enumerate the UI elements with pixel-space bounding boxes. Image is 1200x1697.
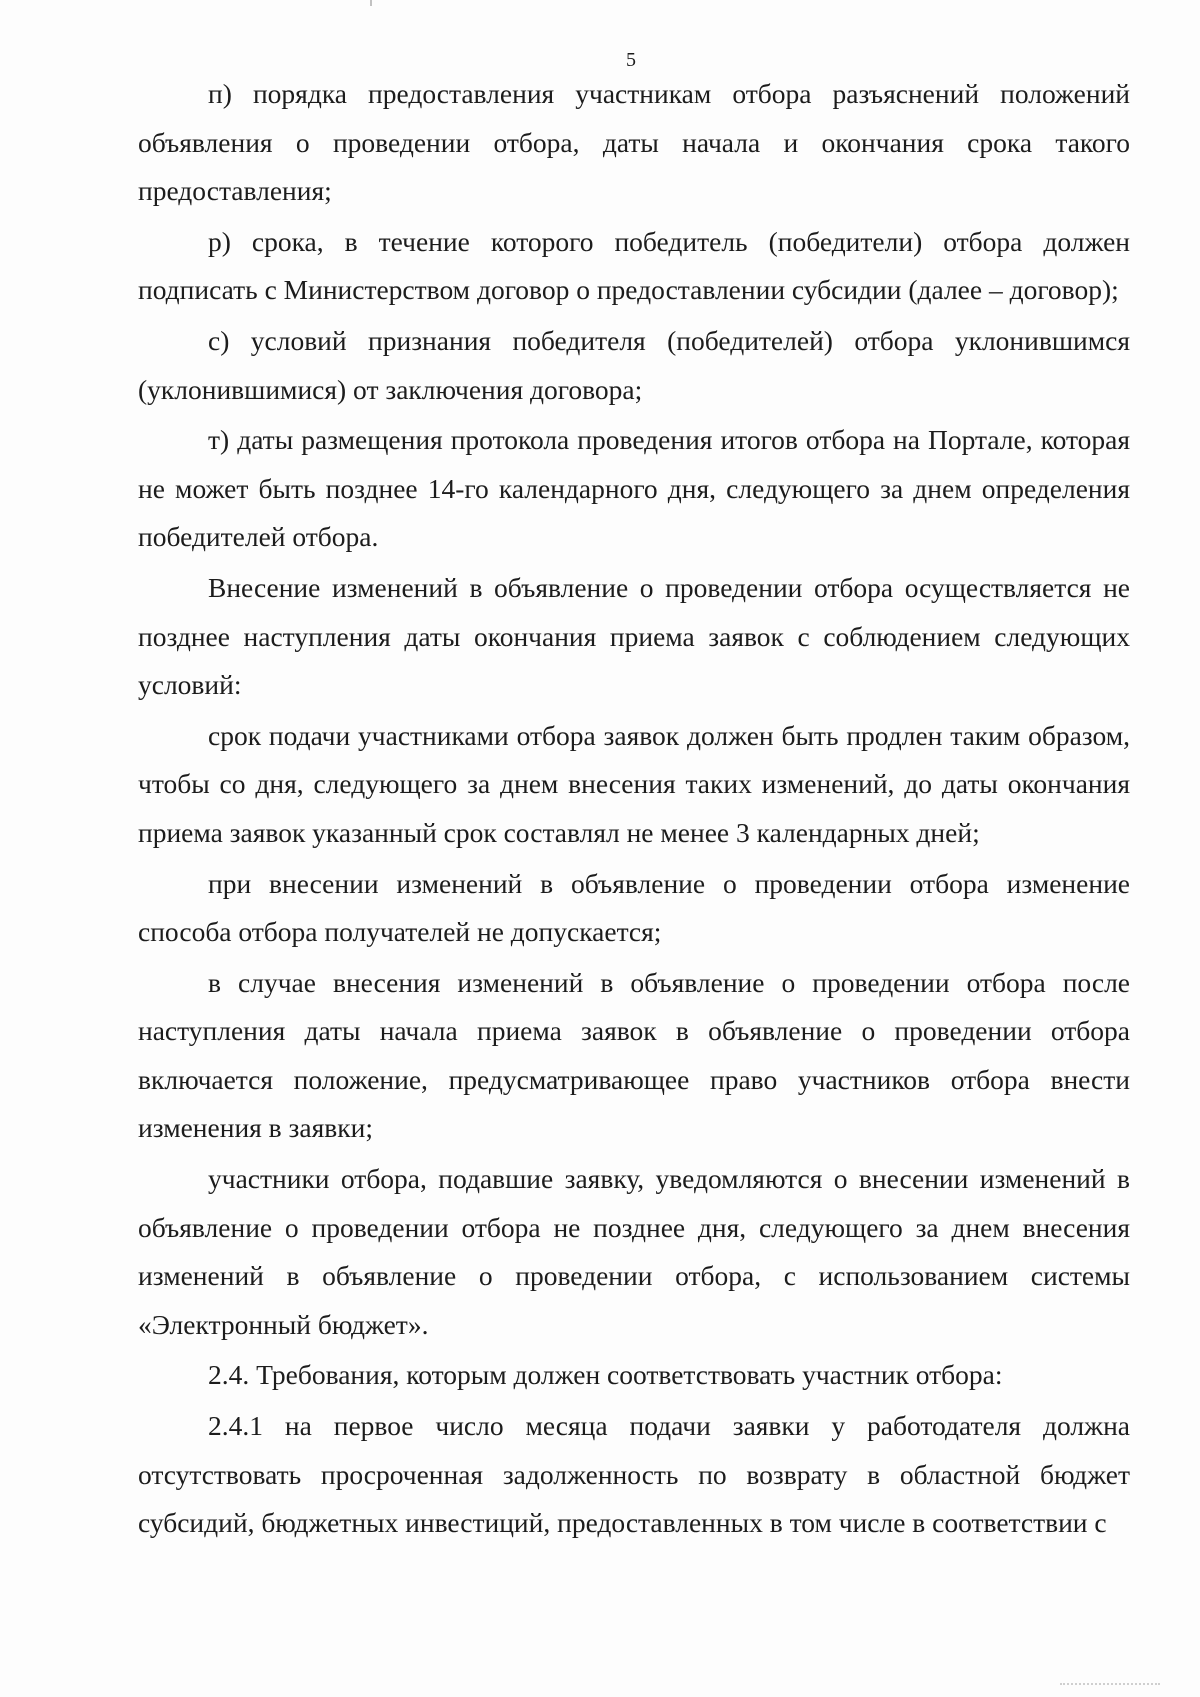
paragraph-application-changes: в случае внесения изменений в объявление о проведении отбора после наступления даты начала приема заявок в объявление о проведении отбора включается положение, предусматривающее право участников отбора внести изменения в заявки; — [138, 966, 1130, 1144]
paragraph-2-4-1: 2.4.1 на первое число месяца подачи заявки у работодателя должна отсутствовать просроченная задолженность по возврату в областной бюджет субсидий, бюджетных инвестиций, предоставленных в том числе в соответствии с — [138, 1410, 1130, 1539]
scan-artifact — [370, 0, 372, 6]
paragraph-p: п) порядка предоставления участникам отбора разъяснений положений объявления о проведении отбора, даты начала и окончания срока такого предоставления; — [138, 78, 1130, 207]
paragraph-r: р) срока, в течение которого победитель (победители) отбора должен подписать с Министерством договор о предоставлении субсидии (далее – договор); — [138, 225, 1130, 306]
scan-artifact-bottom — [1060, 1669, 1160, 1685]
paragraph-method-change: при внесении изменений в объявление о проведении отбора изменение способа отбора получателей не допускается; — [138, 867, 1130, 948]
page-number: 5 — [626, 49, 636, 71]
paragraph-s: с) условий признания победителя (победителей) отбора уклонившимся (уклонившимися) от заключения договора; — [138, 324, 1130, 405]
document-body — [138, 70, 1130, 1548]
paragraph-amendments-intro: Внесение изменений в объявление о проведении отбора осуществляется не позднее наступления даты окончания приема заявок с соблюдением следующих условий: — [138, 571, 1130, 701]
paragraph-t: т) даты размещения протокола проведения итогов отбора на Портале, которая не может быть позднее 14-го календарного дня, следующего за днем определения победителей отбора. — [138, 424, 1130, 553]
paragraph-deadline-extension: срок подачи участниками отбора заявок должен быть продлен таким образом, чтобы со дня, следующего за днем внесения таких изменений, до даты окончания приема заявок указанный срок составлял не менее 3 календарных дней; — [138, 719, 1130, 848]
paragraph-notification: участники отбора, подавшие заявку, уведомляются о внесении изменений в объявление о проведении отбора не позднее дня, следующего за днем внесения изменений в объявление о проведении отбора, с использованием системы «Электронный бюджет». — [138, 1163, 1130, 1340]
section-heading-2-4: 2.4. Требования, которым должен соответствовать участник отбора: — [208, 1359, 1003, 1391]
